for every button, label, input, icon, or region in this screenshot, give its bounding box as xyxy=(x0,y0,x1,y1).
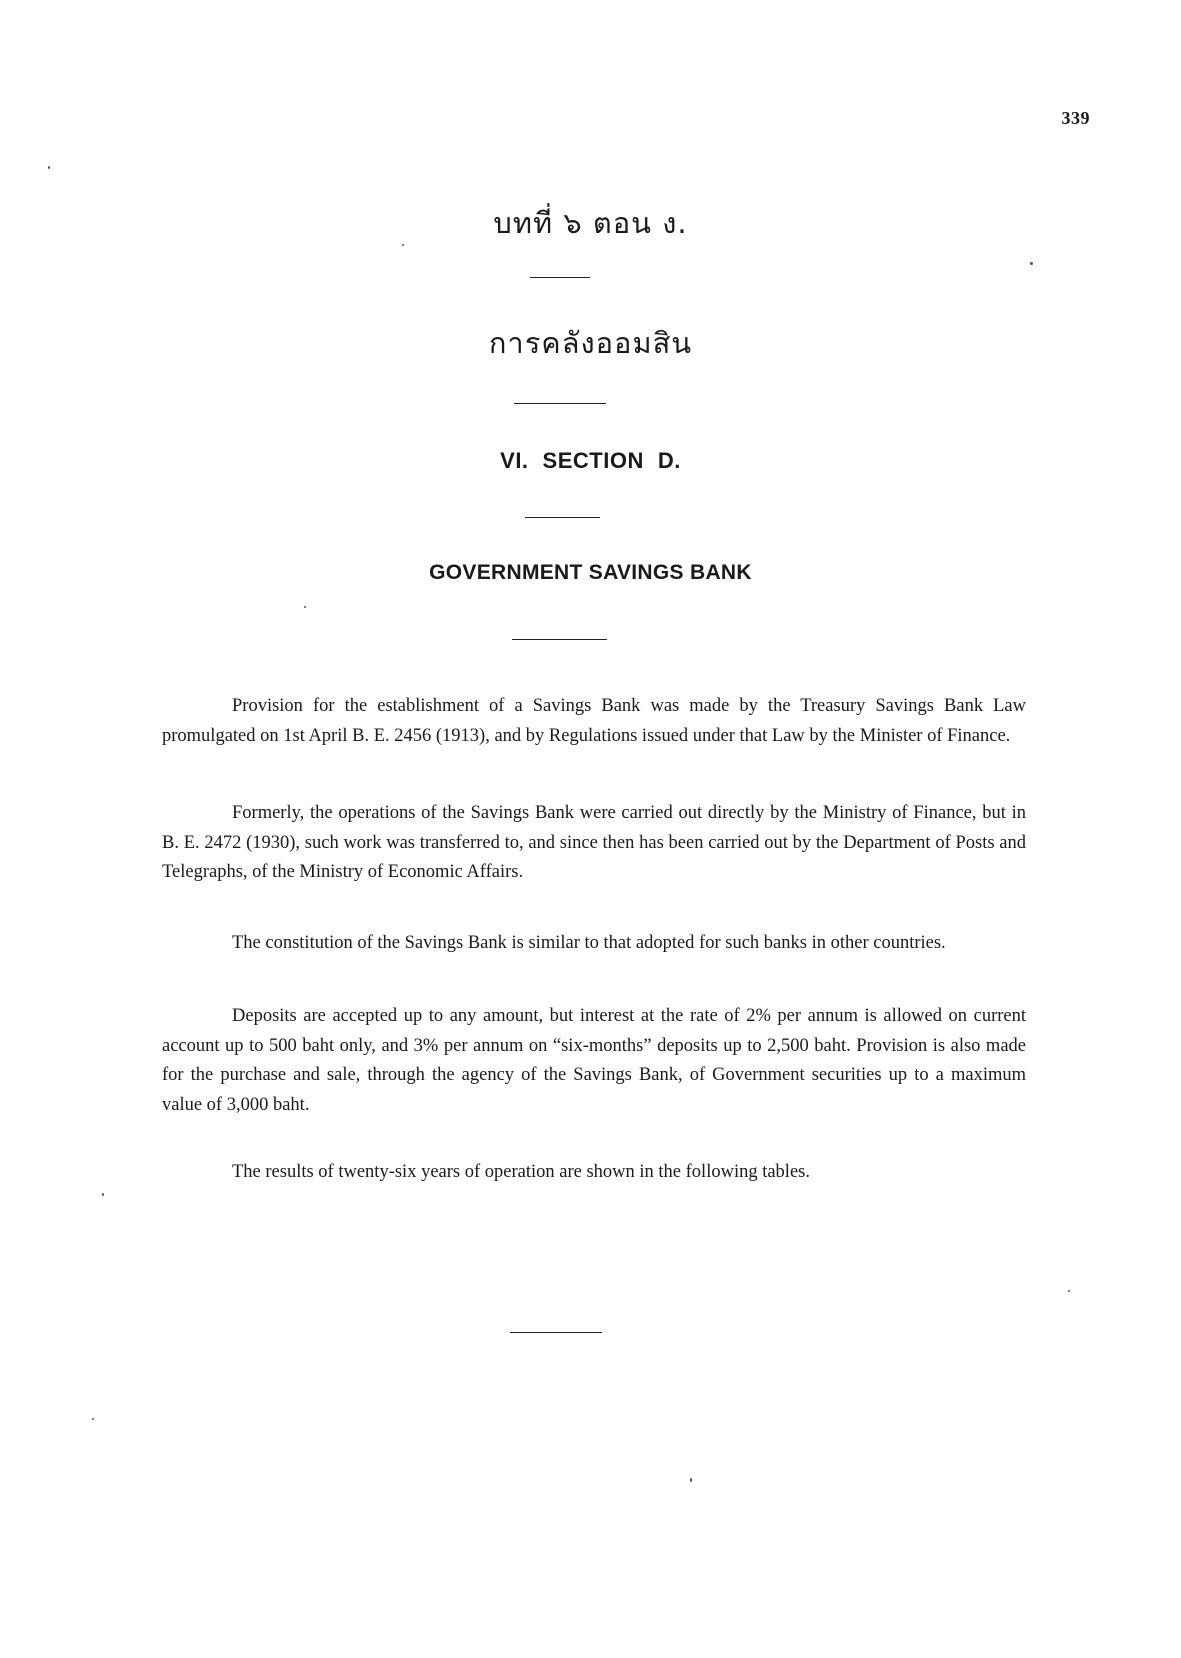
scan-speck xyxy=(304,606,306,608)
section-heading xyxy=(0,448,1181,474)
bank-title: GOVERNMENT SAVINGS BANK xyxy=(429,561,752,584)
section-word: SECTION xyxy=(542,448,644,473)
divider-rule-4 xyxy=(512,639,607,640)
paragraph-2 xyxy=(162,799,1026,888)
paragraph-3 xyxy=(162,929,1026,959)
divider-rule-1 xyxy=(530,277,590,278)
scan-speck xyxy=(1030,262,1033,265)
section-roman: VI. xyxy=(500,448,529,473)
scan-speck xyxy=(102,1193,104,1196)
paragraph-3-text: The constitution of the Savings Bank is similar to that adopted for such banks in other countries. xyxy=(232,933,946,953)
paragraph-1-text: Provision for the establishment of a Savings Bank was made by the Treasury Savings Bank Law promulgated on 1st April B. E. 2456 (1913), and by Regulations issued under that Law by the Minister of Finance. xyxy=(162,696,1026,746)
scan-speck xyxy=(402,244,404,246)
divider-rule-5 xyxy=(510,1332,602,1333)
page-number: 339 xyxy=(1061,108,1090,128)
scan-speck xyxy=(1068,1290,1070,1292)
section-letter: D. xyxy=(657,448,681,473)
scan-speck xyxy=(92,1418,94,1420)
paragraph-2-text: Formerly, the operations of the Savings Bank were carried out directly by the Ministry of Finance, but in B. E. 2472 (1930), such work was transferred to, and since then has been carried out by the Department of Posts and Telegraphs, of the Ministry of Economic Affairs. xyxy=(162,803,1026,882)
thai-chapter-heading: บทที่ ๖ ตอน ง. xyxy=(493,206,688,240)
divider-rule-2 xyxy=(514,403,606,404)
paragraph-4 xyxy=(162,1002,1026,1120)
scan-speck xyxy=(690,1478,692,1482)
paragraph-5-text: The results of twenty-six years of operation are shown in the following tables. xyxy=(232,1162,810,1182)
paragraph-5 xyxy=(162,1158,1026,1188)
paragraph-1 xyxy=(162,692,1026,751)
divider-rule-3 xyxy=(525,517,600,518)
paragraph-4-text: Deposits are accepted up to any amount, but interest at the rate of 2% per annum is allowed on current account up to 500 baht only, and 3% per annum on “six-months” deposits up to 2,500 baht. Provision is also made for the purchase and sale, through the agency of the Savings Bank, of Government securities up to a maximum value of 3,000 baht. xyxy=(162,1006,1026,1115)
thai-title: การคลังออมสิน xyxy=(488,326,693,360)
scan-speck xyxy=(48,166,50,169)
